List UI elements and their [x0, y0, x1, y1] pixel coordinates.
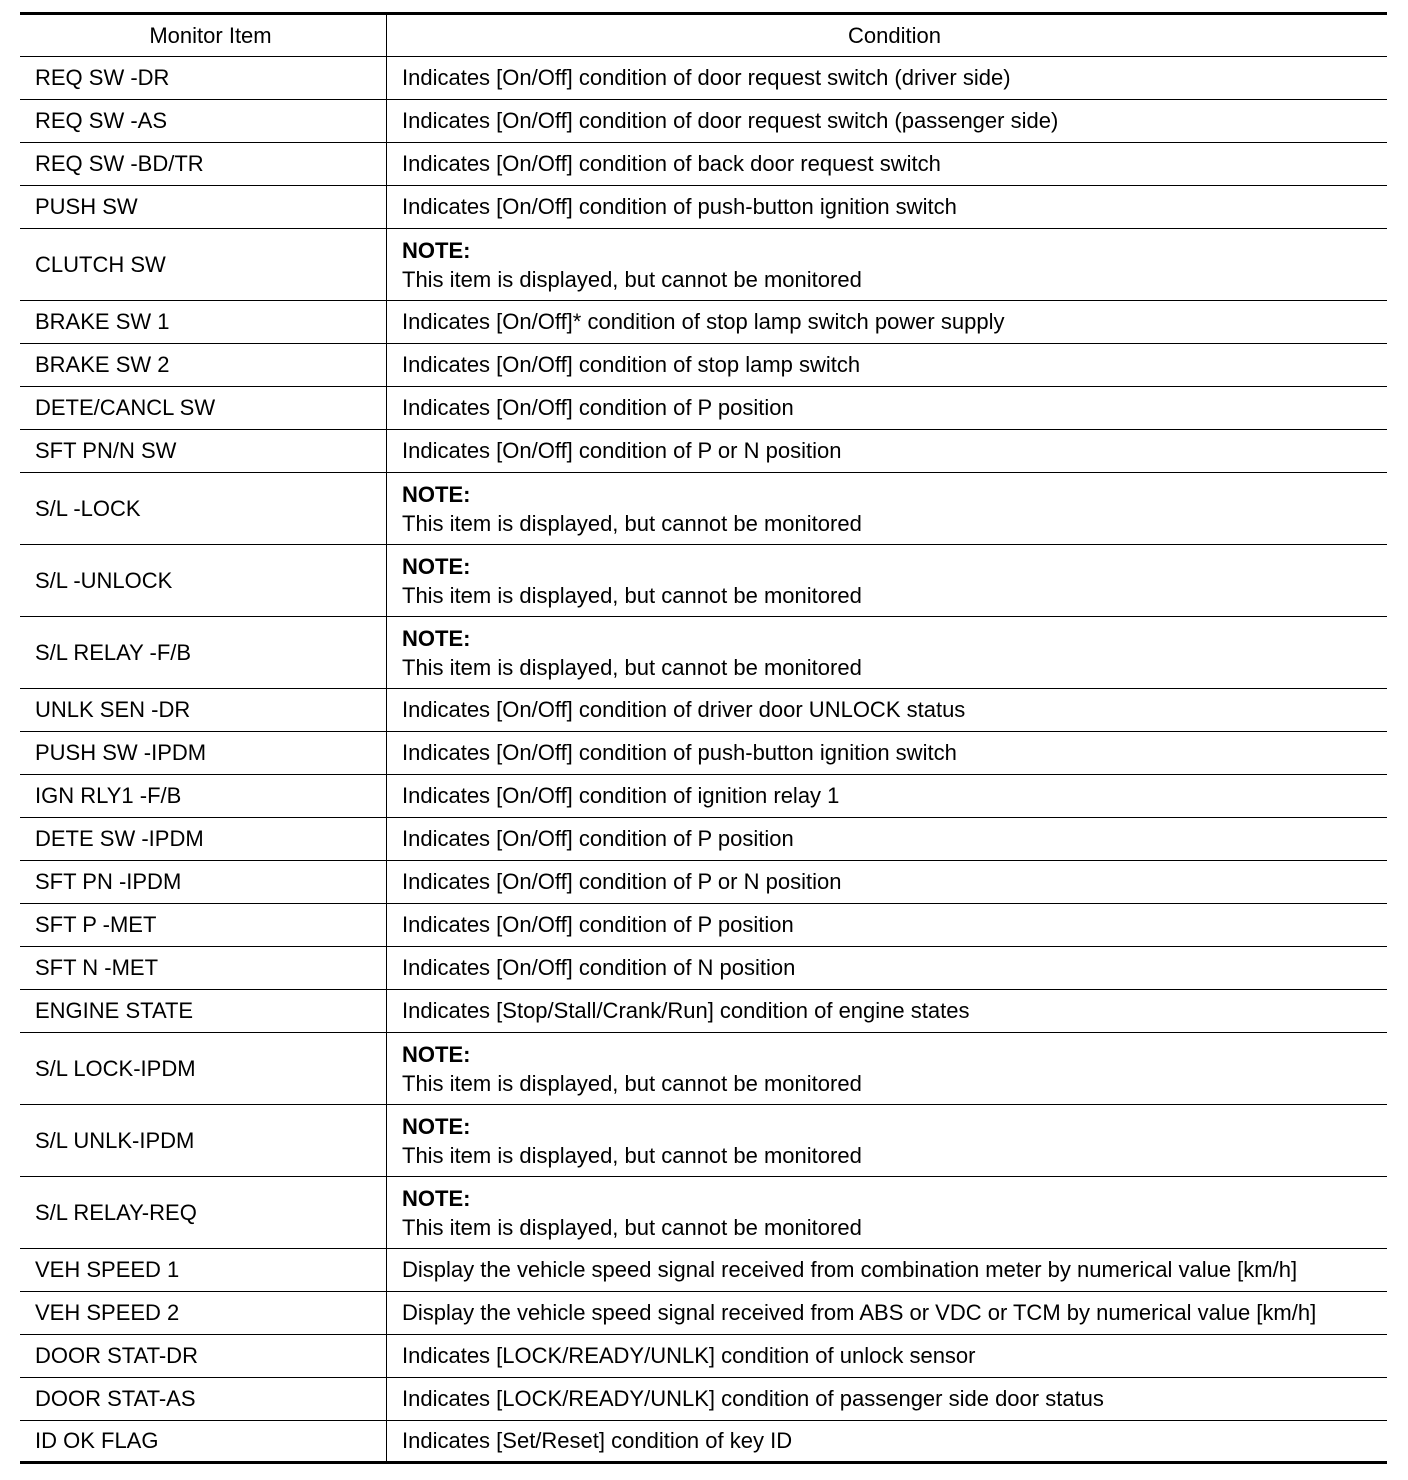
monitor-item-cell: BRAKE SW 1 — [20, 301, 387, 343]
table-row — [20, 1421, 1387, 1464]
condition-cell — [387, 904, 1387, 946]
condition-cell — [387, 1249, 1387, 1291]
monitor-item-cell: UNLK SEN -DR — [20, 689, 387, 731]
condition-text: Indicates [On/Off] condition of door request switch (passenger side) — [402, 108, 1059, 133]
condition-text: Indicates [On/Off] condition of P or N position — [402, 869, 842, 894]
note-label: NOTE: — [402, 481, 471, 507]
monitor-item-cell: REQ SW -DR — [20, 57, 387, 99]
table-row — [20, 1033, 1387, 1105]
table-body — [20, 57, 1387, 1464]
condition-text: Indicates [Set/Reset] condition of key ID — [402, 1428, 793, 1453]
condition-cell — [387, 143, 1387, 185]
table-row — [20, 1292, 1387, 1335]
table-row — [20, 1378, 1387, 1421]
condition-cell — [387, 1292, 1387, 1334]
condition-cell — [387, 301, 1387, 343]
monitor-item-cell: PUSH SW — [20, 186, 387, 228]
condition-cell — [387, 861, 1387, 903]
monitor-item-cell: CLUTCH SW — [20, 229, 387, 300]
table-row — [20, 1105, 1387, 1177]
monitor-item-cell: BRAKE SW 2 — [20, 344, 387, 386]
monitor-item-cell: DETE/CANCL SW — [20, 387, 387, 429]
monitor-item-cell: SFT N -MET — [20, 947, 387, 989]
note-label: NOTE: — [402, 1113, 471, 1139]
monitor-item-cell: S/L UNLK-IPDM — [20, 1105, 387, 1176]
condition-cell — [387, 818, 1387, 860]
condition-text: Indicates [On/Off] condition of push-button ignition switch — [402, 740, 957, 765]
condition-cell — [387, 1421, 1387, 1461]
condition-cell — [387, 689, 1387, 731]
monitor-item-cell: S/L LOCK-IPDM — [20, 1033, 387, 1104]
condition-text: This item is displayed, but cannot be monitored — [402, 266, 862, 292]
table-row — [20, 186, 1387, 229]
condition-cell — [387, 732, 1387, 774]
condition-text: This item is displayed, but cannot be monitored — [402, 1214, 862, 1240]
condition-text: Indicates [On/Off] condition of ignition relay 1 — [402, 783, 840, 808]
monitor-item-cell: DETE SW -IPDM — [20, 818, 387, 860]
monitor-item-cell: VEH SPEED 2 — [20, 1292, 387, 1334]
condition-cell — [387, 186, 1387, 228]
condition-text: Indicates [On/Off] condition of push-button ignition switch — [402, 194, 957, 219]
table-row — [20, 229, 1387, 301]
condition-text: Indicates [On/Off]* condition of stop lamp switch power supply — [402, 309, 1005, 334]
condition-text: Indicates [On/Off] condition of stop lamp switch — [402, 352, 861, 377]
monitor-item-cell: REQ SW -AS — [20, 100, 387, 142]
condition-text: This item is displayed, but cannot be monitored — [402, 1070, 862, 1096]
monitor-item-cell: SFT P -MET — [20, 904, 387, 946]
monitor-item-cell: ENGINE STATE — [20, 990, 387, 1032]
table-row — [20, 387, 1387, 430]
table-row — [20, 617, 1387, 689]
table-row — [20, 1177, 1387, 1249]
monitor-item-cell: S/L -LOCK — [20, 473, 387, 544]
condition-cell — [387, 990, 1387, 1032]
condition-text: Indicates [On/Off] condition of driver door UNLOCK status — [402, 697, 966, 722]
table-row — [20, 143, 1387, 186]
table-row — [20, 545, 1387, 617]
monitor-item-cell: SFT PN/N SW — [20, 430, 387, 472]
header-monitor-item: Monitor Item — [20, 15, 387, 56]
table-row — [20, 57, 1387, 100]
table-row — [20, 100, 1387, 143]
condition-text: Indicates [On/Off] condition of back door request switch — [402, 151, 941, 176]
note-label: NOTE: — [402, 1041, 471, 1067]
condition-cell — [387, 775, 1387, 817]
condition-text: This item is displayed, but cannot be monitored — [402, 510, 862, 536]
condition-text: Indicates [Stop/Stall/Crank/Run] condition of engine states — [402, 998, 970, 1023]
condition-cell — [387, 100, 1387, 142]
condition-cell — [387, 57, 1387, 99]
table-row — [20, 904, 1387, 947]
table-row — [20, 430, 1387, 473]
table-header-row — [20, 12, 1387, 57]
condition-cell — [387, 947, 1387, 989]
condition-cell — [387, 1177, 1387, 1248]
monitor-item-cell: ID OK FLAG — [20, 1421, 387, 1461]
note-label: NOTE: — [402, 625, 471, 651]
condition-text: Indicates [On/Off] condition of P position — [402, 395, 794, 420]
note-label: NOTE: — [402, 553, 471, 579]
table-row — [20, 818, 1387, 861]
condition-cell — [387, 1378, 1387, 1420]
table-row — [20, 861, 1387, 904]
table-row — [20, 947, 1387, 990]
condition-text: This item is displayed, but cannot be monitored — [402, 582, 862, 608]
monitor-item-table — [20, 12, 1387, 1464]
table-row — [20, 732, 1387, 775]
condition-text: Indicates [On/Off] condition of P position — [402, 912, 794, 937]
table-row — [20, 1249, 1387, 1292]
condition-cell — [387, 344, 1387, 386]
monitor-item-cell: S/L RELAY-REQ — [20, 1177, 387, 1248]
condition-text: Display the vehicle speed signal received from ABS or VDC or TCM by numerical value [km/h] — [402, 1300, 1317, 1325]
condition-cell — [387, 1335, 1387, 1377]
condition-text: Indicates [On/Off] condition of P position — [402, 826, 794, 851]
condition-text: Indicates [LOCK/READY/UNLK] condition of unlock sensor — [402, 1343, 976, 1368]
monitor-item-cell: S/L RELAY -F/B — [20, 617, 387, 688]
monitor-item-cell: DOOR STAT-AS — [20, 1378, 387, 1420]
condition-cell — [387, 617, 1387, 688]
note-label: NOTE: — [402, 1185, 471, 1211]
table-row — [20, 473, 1387, 545]
table-row — [20, 689, 1387, 732]
monitor-item-cell: VEH SPEED 1 — [20, 1249, 387, 1291]
condition-text: This item is displayed, but cannot be monitored — [402, 1142, 862, 1168]
condition-text: This item is displayed, but cannot be monitored — [402, 654, 862, 680]
monitor-item-cell: REQ SW -BD/TR — [20, 143, 387, 185]
monitor-item-cell: IGN RLY1 -F/B — [20, 775, 387, 817]
table-row — [20, 344, 1387, 387]
condition-cell — [387, 545, 1387, 616]
condition-text: Indicates [On/Off] condition of N position — [402, 955, 796, 980]
monitor-item-cell: SFT PN -IPDM — [20, 861, 387, 903]
condition-text: Display the vehicle speed signal received from combination meter by numerical value [km/h] — [402, 1257, 1298, 1282]
condition-cell — [387, 387, 1387, 429]
monitor-item-cell: S/L -UNLOCK — [20, 545, 387, 616]
header-condition: Condition — [848, 22, 941, 48]
condition-cell — [387, 430, 1387, 472]
table-row — [20, 301, 1387, 344]
condition-text: Indicates [On/Off] condition of door request switch (driver side) — [402, 65, 1011, 90]
condition-cell — [387, 229, 1387, 300]
table-row — [20, 1335, 1387, 1378]
condition-cell — [387, 1033, 1387, 1104]
table-row — [20, 990, 1387, 1033]
condition-text: Indicates [LOCK/READY/UNLK] condition of passenger side door status — [402, 1386, 1104, 1411]
table-row — [20, 775, 1387, 818]
note-label: NOTE: — [402, 237, 471, 263]
monitor-item-cell: DOOR STAT-DR — [20, 1335, 387, 1377]
monitor-item-cell: PUSH SW -IPDM — [20, 732, 387, 774]
condition-text: Indicates [On/Off] condition of P or N position — [402, 438, 842, 463]
condition-cell — [387, 1105, 1387, 1176]
condition-cell — [387, 473, 1387, 544]
